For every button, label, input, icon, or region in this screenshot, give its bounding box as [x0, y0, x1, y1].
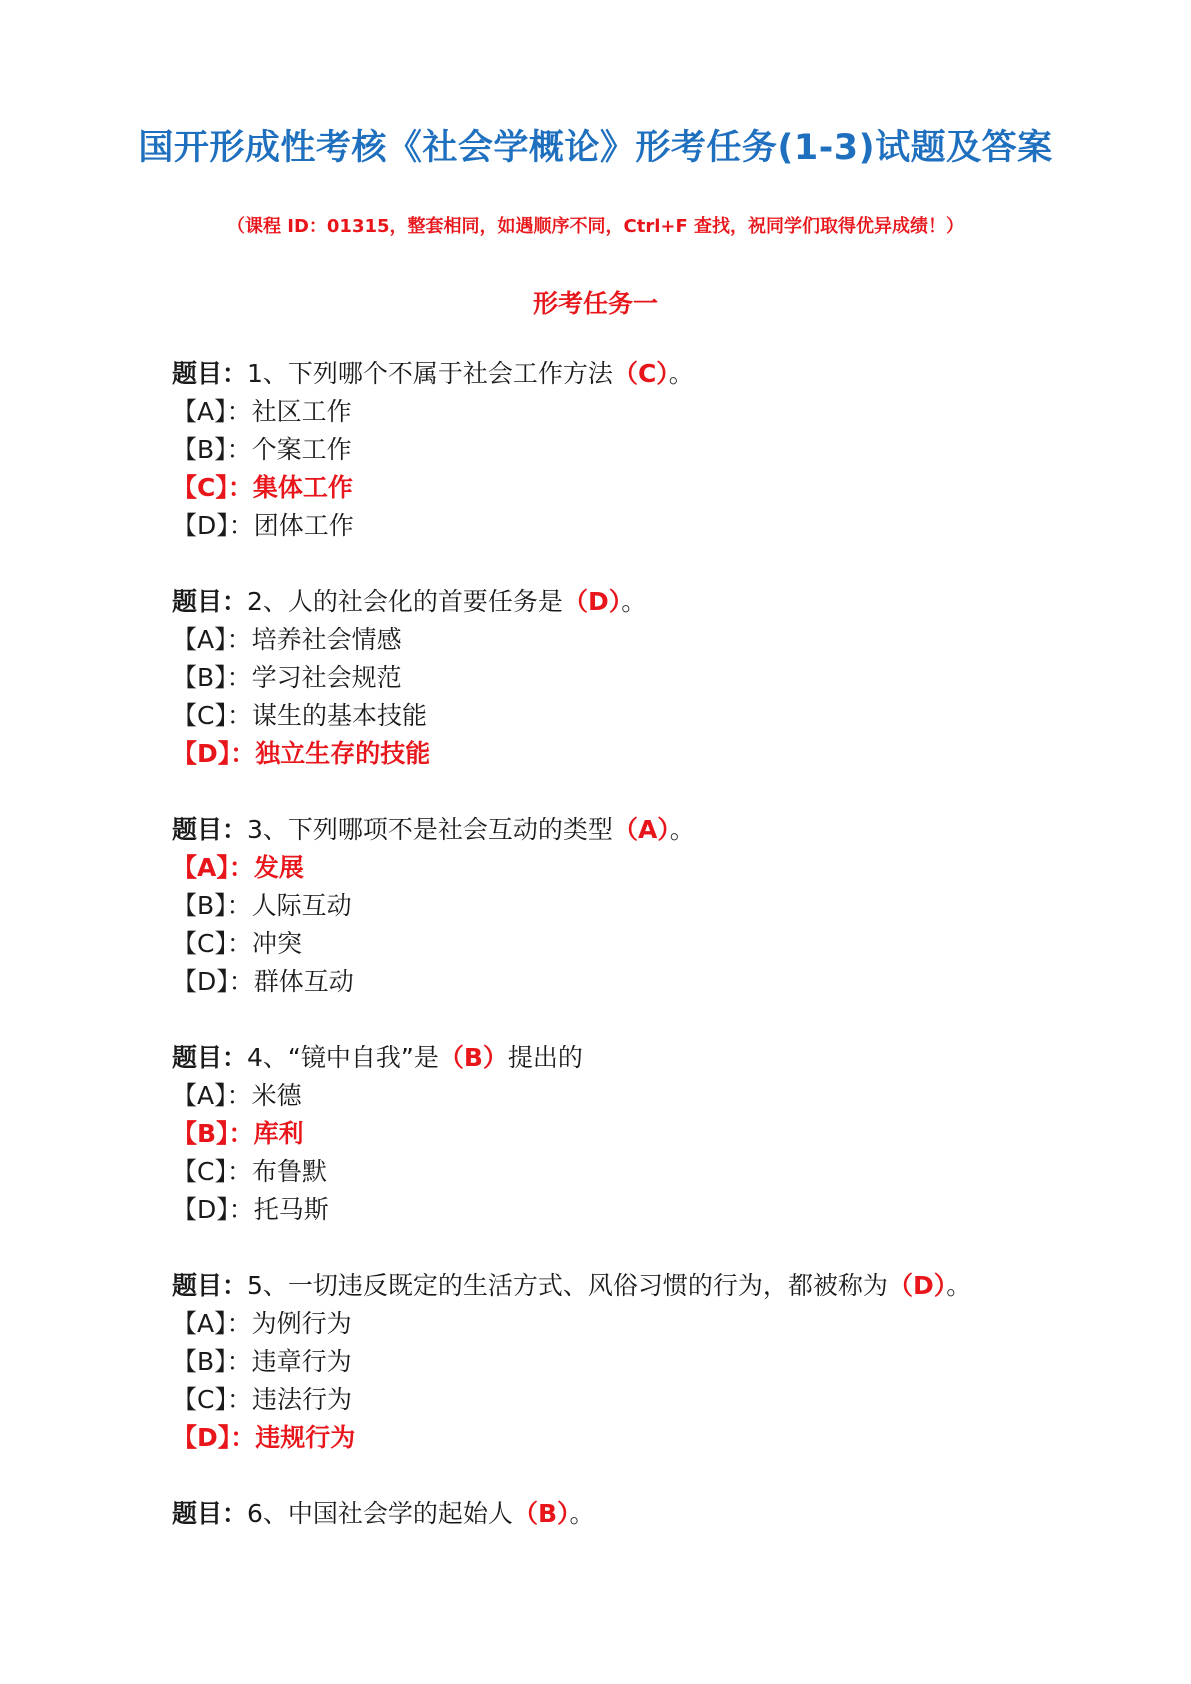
option-c-correct: 【C】：集体工作: [172, 473, 353, 502]
option-a: 【A】：培养社会情感: [172, 625, 402, 654]
question-stem: [172, 811, 1132, 849]
question-text: 4、“镜中自我”是: [247, 1043, 439, 1072]
question-label: 题目：: [172, 815, 248, 844]
question-5: [172, 1267, 1132, 1457]
question-text: 6、中国社会学的起始人: [247, 1499, 513, 1528]
option-d-correct: 【D】：独立生存的技能: [172, 739, 431, 768]
question-label: 题目：: [172, 1499, 248, 1528]
question-label: 题目：: [172, 1043, 248, 1072]
answer-mark: （B）: [438, 1043, 508, 1072]
question-tail: 。: [668, 359, 694, 388]
option-c: 【C】：谋生的基本技能: [172, 701, 427, 730]
question-tail: 。: [621, 587, 647, 616]
document-title: 国开形成性考核《社会学概论》形考任务(1-3)试题及答案: [138, 128, 1053, 168]
option-c: 【C】：冲突: [172, 929, 302, 958]
answer-mark: （B）: [512, 1499, 570, 1528]
answer-mark: （A）: [612, 815, 670, 844]
answer-mark: （D）: [562, 587, 622, 616]
question-stem: [172, 355, 1132, 393]
answer-mark: （C）: [612, 359, 669, 388]
question-stem: [172, 1495, 1132, 1533]
question-label: 题目：: [172, 359, 248, 388]
option-d: 【D】：托马斯: [172, 1195, 329, 1224]
question-1: [172, 355, 1132, 545]
question-stem: [172, 1039, 1132, 1077]
question-tail: 。: [669, 815, 695, 844]
option-a: 【A】：社区工作: [172, 397, 352, 426]
answer-mark: （D）: [887, 1271, 947, 1300]
question-text: 1、下列哪个不属于社会工作方法: [247, 359, 613, 388]
section-title: 形考任务一: [532, 289, 658, 318]
option-d: 【D】：群体互动: [172, 967, 354, 996]
option-a-correct: 【A】：发展: [172, 853, 304, 882]
question-text: 5、一切违反既定的生活方式、风俗习惯的行为，都被称为: [247, 1271, 888, 1300]
question-2: [172, 583, 1132, 773]
question-3: [172, 811, 1132, 1001]
option-b: 【B】：个案工作: [172, 435, 352, 464]
question-tail: 提出的: [507, 1043, 583, 1072]
question-tail: 。: [946, 1271, 972, 1300]
question-tail: 。: [569, 1499, 595, 1528]
option-a: 【A】：为例行为: [172, 1309, 352, 1338]
option-d: 【D】：团体工作: [172, 511, 354, 540]
question-label: 题目：: [172, 1271, 248, 1300]
question-4: [172, 1039, 1132, 1229]
option-c: 【C】：违法行为: [172, 1385, 352, 1414]
question-stem: [172, 1267, 1132, 1305]
question-6: [172, 1495, 1132, 1533]
question-stem: [172, 583, 1132, 621]
option-d-correct: 【D】：违规行为: [172, 1423, 356, 1452]
option-c: 【C】：布鲁默: [172, 1157, 327, 1186]
option-b: 【B】：人际互动: [172, 891, 352, 920]
option-b: 【B】：学习社会规范: [172, 663, 402, 692]
course-note: （课程 ID：01315，整套相同，如遇顺序不同，Ctrl+F 查找，祝同学们取得优异成绩！）: [226, 216, 965, 237]
question-label: 题目：: [172, 587, 248, 616]
question-text: 2、人的社会化的首要任务是: [247, 587, 563, 616]
option-b: 【B】：违章行为: [172, 1347, 352, 1376]
question-text: 3、下列哪项不是社会互动的类型: [247, 815, 613, 844]
question-list: [172, 355, 1132, 1571]
option-b-correct: 【B】：库利: [172, 1119, 304, 1148]
option-a: 【A】：米德: [172, 1081, 302, 1110]
